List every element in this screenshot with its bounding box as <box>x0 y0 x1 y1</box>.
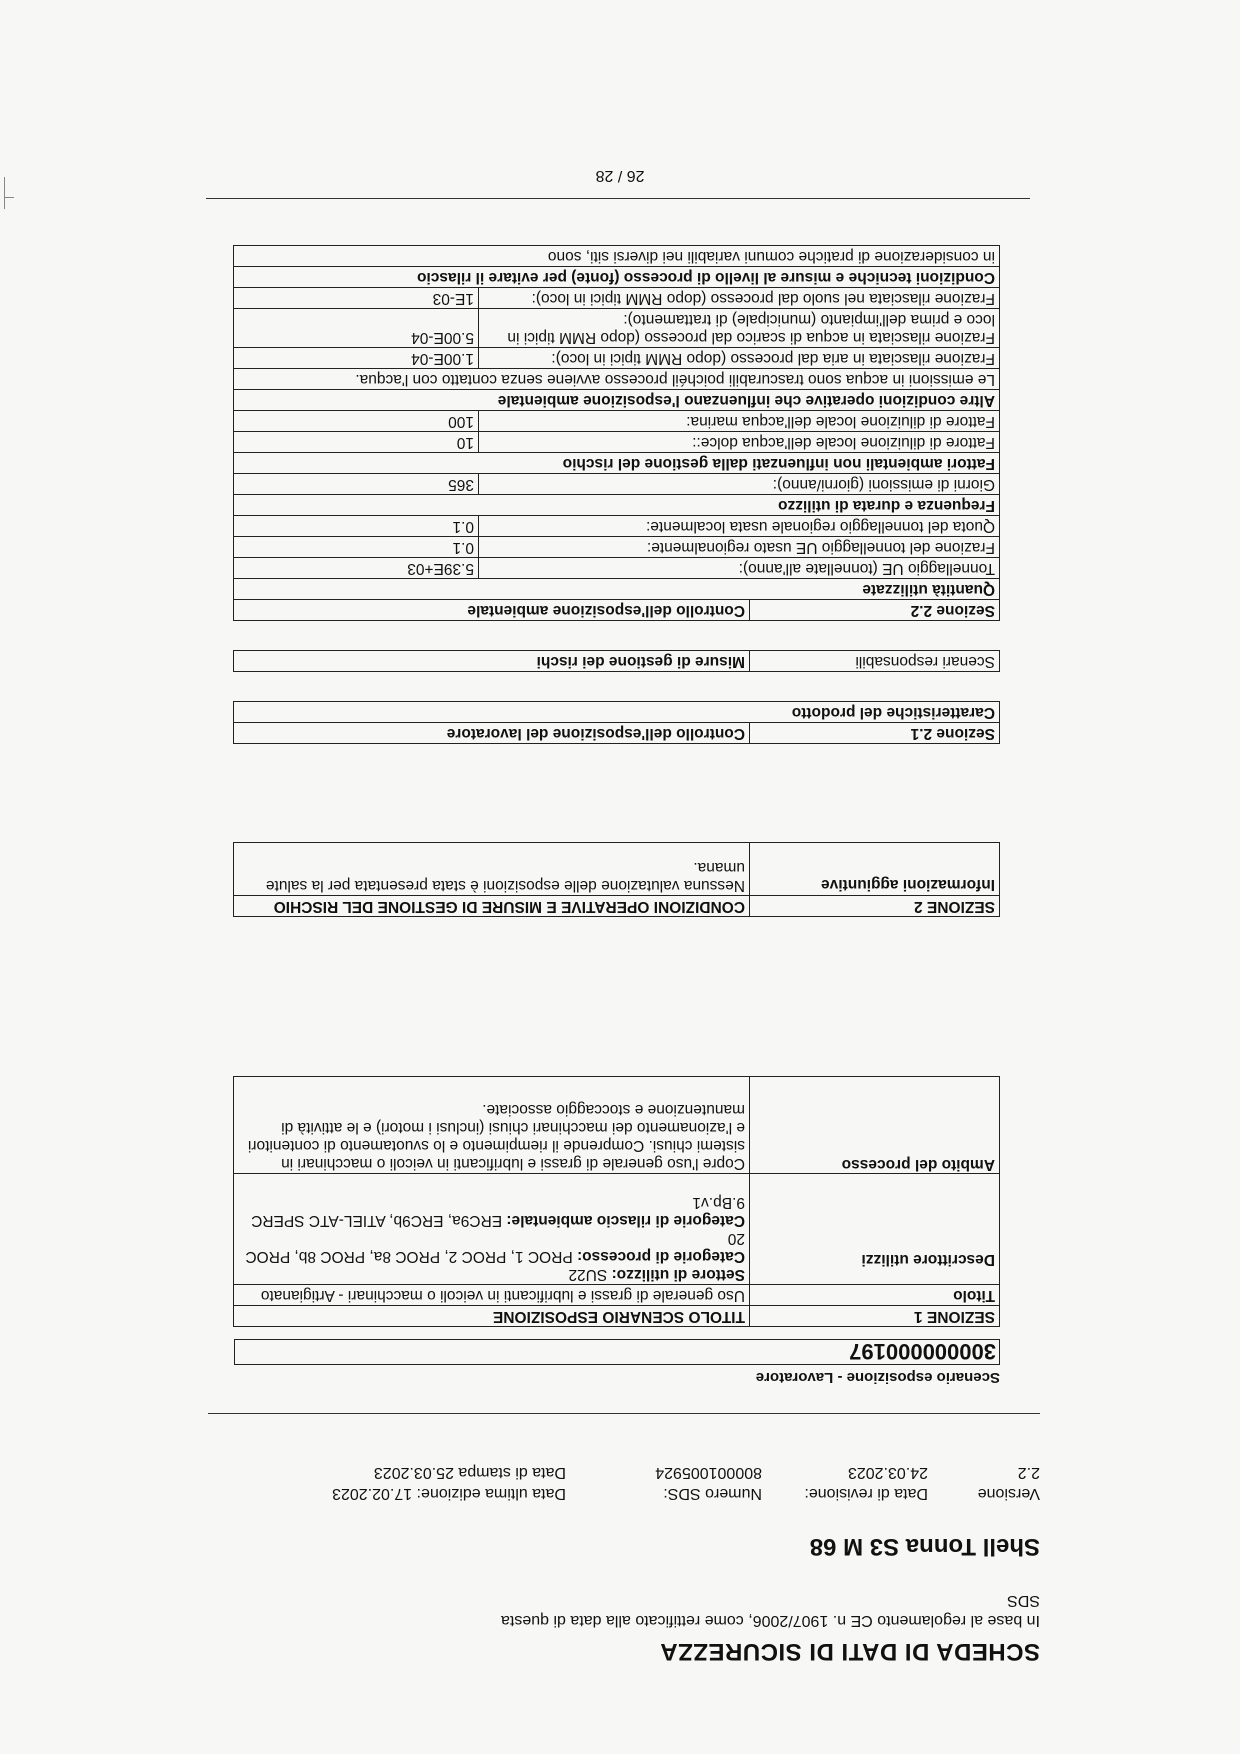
suolo-label: Frazione rilasciata nel suolo dal processo (dopo RMM tipici in loco): <box>479 288 1000 309</box>
rilascio-value: ERC9a, ERC9b, ATIEL-ATC SPERC 9.Bp.v1 <box>251 1194 745 1229</box>
dolce-value: 10 <box>234 432 479 453</box>
aria-value: 1.00E-04 <box>234 348 479 369</box>
emissioni-text: Le emissioni in acqua sono trascurabili poichéil processo avviene senza contatto con l'acqua. <box>234 369 1000 390</box>
processo-value: PROC 1, PROC 2, PROC 8a, PROC 8b, PROC 20 <box>245 1230 745 1265</box>
section22-heading: Controllo dell'esposizione ambientale <box>234 600 750 621</box>
fattori-heading: Fattori ambientali non influenzati dalla gestione del rischio <box>234 453 1000 474</box>
header-rule <box>208 1413 1040 1414</box>
meta-sds-number <box>655 1462 762 1504</box>
ambito-text <box>234 1077 750 1174</box>
subtitle-line-2: SDS <box>1007 1592 1040 1609</box>
tonnellaggio-label: Tonnellaggio UE (tonnellate all'anno): <box>479 558 1000 579</box>
meta-version <box>978 1462 1040 1504</box>
document-title: SCHEDA DI DATI DI SICUREZZA <box>659 1638 1040 1665</box>
scan-margin-mark <box>4 177 5 209</box>
frazione-regionale-label: Frazione del tonnellaggio UE usato regionalmente: <box>479 537 1000 558</box>
version-label: Versione <box>977 1485 1040 1502</box>
sds-number-label: Numero SDS: <box>663 1485 762 1502</box>
info-text <box>234 843 750 896</box>
rilascio-label: Categorie di rilascio ambientale: <box>506 1212 745 1229</box>
marina-value: 100 <box>234 411 479 432</box>
acqua-value: 5.00E-04 <box>234 309 479 348</box>
section22-label: Sezione 2.2 <box>750 600 1000 621</box>
suolo-value: 1E-03 <box>234 288 479 309</box>
footer-rule <box>206 198 1030 199</box>
scenario-heading: Scenario esposizione - Lavoratore <box>755 1369 1000 1386</box>
ambito-label: Ambito del processo <box>750 1077 1000 1174</box>
section21-table <box>233 701 1000 744</box>
titolo-text: Uso generale di grassi e lubrificanti in veicoli o macchinari - Artigianato <box>234 1285 750 1306</box>
tecniche-heading: Condizioni tecniche e misure al livello di processo (fonte) per evitare il rilascio <box>234 267 1000 288</box>
tecniche-text: in considerazione di pratiche comuni variabili nei diversi siti, sono <box>234 246 1000 267</box>
frequenza-heading: Frequenza e durata di utilizzo <box>234 495 1000 516</box>
section22-table <box>233 245 1000 621</box>
ambito-text-content: Copre l'uso generale di grassi e lubrificanti in veicoli o macchinari in sistemi chiusi. Comprende il riempimento e lo svuotamento di contenitori e l'azionamento dei macchinari chiusi (inclusi i motori) e le attività di manutenzione e stoccaggio associate. <box>247 1101 745 1172</box>
altre-heading: Altre condizioni operative che influenzano l'esposizione ambientale <box>234 390 1000 411</box>
section2-label: SEZIONE 2 <box>750 896 1000 917</box>
product-name: Shell Tonna S3 M 68 <box>809 1533 1040 1560</box>
quota-locale-value: 0.1 <box>234 516 479 537</box>
settore-value: SU22 <box>568 1266 608 1283</box>
descrittore-cell <box>234 1174 750 1285</box>
quota-locale-label: Quota del tonnellaggio regionale usata localmente: <box>479 516 1000 537</box>
version-value: 2.2 <box>1017 1464 1040 1481</box>
product-characteristics: Caratteristiche del prodotto <box>234 702 1000 723</box>
marina-label: Fattore di diluizione locale dell'acqua marina: <box>479 411 1000 432</box>
meta-revision <box>804 1462 928 1504</box>
settore-label: Settore di utilizzo: <box>611 1266 745 1283</box>
section1-label: SEZIONE 1 <box>750 1306 1000 1327</box>
section1-heading: TITOLO SCENARIO ESPOSIZIONE <box>234 1306 750 1327</box>
titolo-label: Titolo <box>750 1285 1000 1306</box>
info-text-content: Nessuna valutazione delle esposizioni è stata presentata per la salute umana. <box>265 859 745 894</box>
scenario-id: 300000000197 <box>234 1339 1000 1365</box>
section21-label: Sezione 2.1 <box>750 723 1000 744</box>
revision-value: 24.03.2023 <box>847 1464 928 1481</box>
tonnellaggio-value: 5.39E+03 <box>234 558 479 579</box>
acqua-label: Frazione rilasciata in acqua di scarico dal processo (dopo RMM tipici in loco e prima dell'impianto (municipale) di trattamento): <box>479 309 1000 348</box>
frazione-regionale-value: 0.1 <box>234 537 479 558</box>
scenari-table <box>233 650 1000 672</box>
processo-label: Categorie di processo: <box>577 1248 745 1265</box>
section2-heading: CONDIZIONI OPERATIVE E MISURE DI GESTIONE DEL RISCHIO <box>234 896 750 917</box>
info-label: Informazioni aggiuntive <box>750 843 1000 896</box>
section21-heading: Controllo dell'esposizione del lavoratore <box>234 723 750 744</box>
giorni-value: 365 <box>234 474 479 495</box>
sds-number-value: 800001005924 <box>655 1464 762 1481</box>
dolce-label: Fattore di diluizione locale dell'acqua dolce:: <box>479 432 1000 453</box>
giorni-label: Giorni di emissioni (giorni/anno): <box>479 474 1000 495</box>
document-subtitle <box>501 1590 1040 1630</box>
page-number: 26 / 28 <box>595 167 645 184</box>
meta-dates <box>332 1462 566 1504</box>
section2-table <box>233 842 1000 917</box>
descrittore-label: Descrittore utilizzi <box>750 1174 1000 1285</box>
aria-label: Frazione rilasciata in aria dal processo (dopo RMM tipici in loco): <box>479 348 1000 369</box>
section1-table <box>233 1076 1000 1327</box>
revision-label: Data di revisione: <box>804 1485 928 1502</box>
print-date: Data di stampa 25.03.2023 <box>373 1464 566 1481</box>
misure-gestione: Misure di gestione dei rischi <box>234 651 750 672</box>
scan-margin-tick <box>5 197 14 198</box>
quantita-heading: Quantità utilizzate <box>234 579 1000 600</box>
subtitle-line-1: In base al regolamento CE n. 1907/2006, come rettificato alla data di questa <box>500 1612 1040 1629</box>
last-edition: Data ultima edizione: 17.02.2023 <box>332 1485 566 1502</box>
scenari-responsabili: Scenari responsabili <box>750 651 1000 672</box>
